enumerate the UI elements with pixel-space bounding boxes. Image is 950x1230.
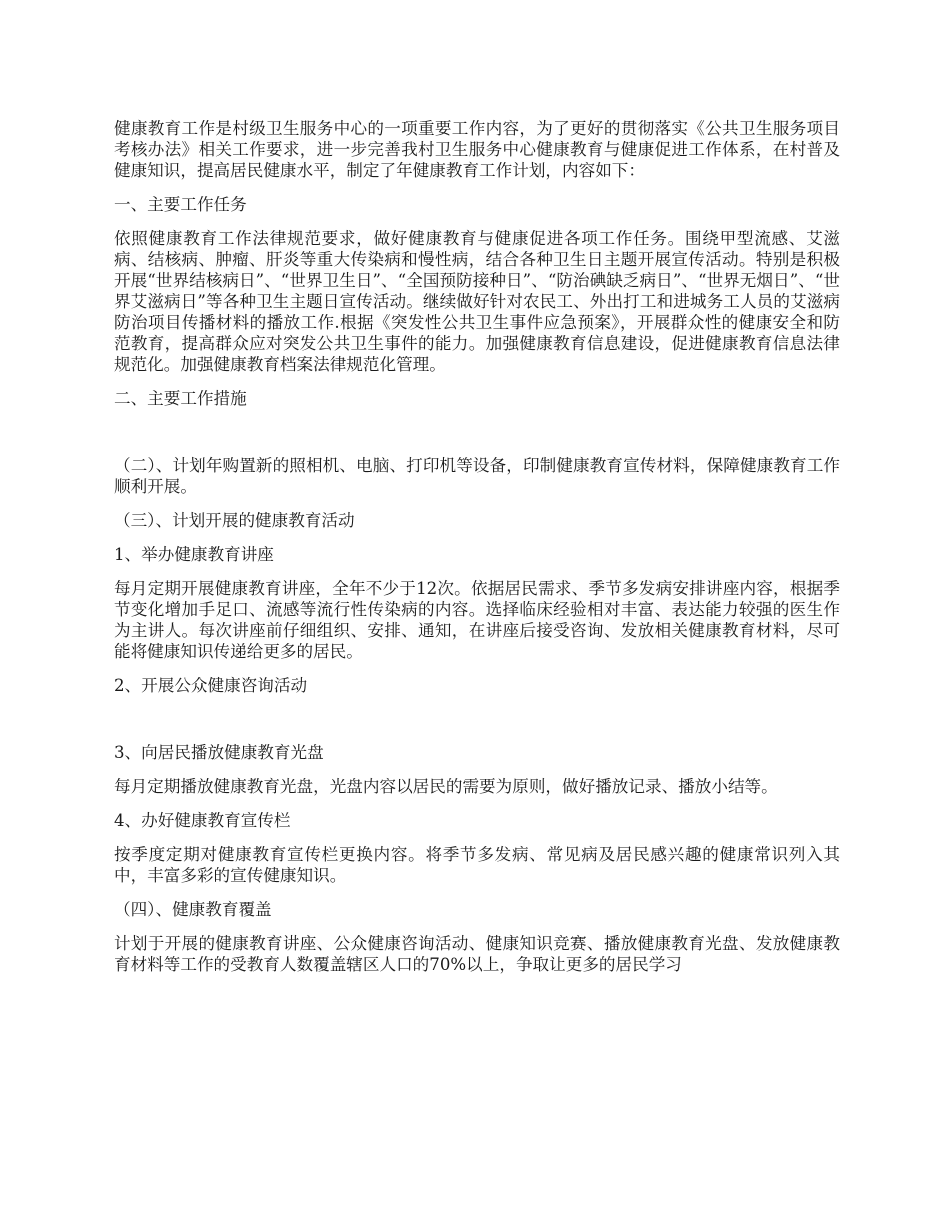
- subitem-2-heading: 2、开展公众健康咨询活动: [114, 676, 308, 695]
- section-1-paragraph: 依照健康教育工作法律规范要求，做好健康教育与健康促进各项工作任务。围绕甲型流感、艾滋病、结核病、肿瘤、肝炎等重大传染病和慢性病，结合各种卫生日主题开展宣传活动。特别是积极开展“世界结核病日”、“世界卫生日”、“全国预防接种日”、“防治碘缺乏病日”、“世界无烟日”、“世界艾滋病日”等各种卫生主题日宣传活动。继续做好针对农民工、外出打工和进城务工人员的艾滋病防治项目传播材料的播放工作.根据《突发性公共卫生事件应急预案》，开展群众性的健康安全和防范教育，提高群众应对突发公共卫生事件的能力。加强健康教育信息建设，促进健康教育信息法律规范化。加强健康教育档案法律规范化管理。: [114, 229, 840, 374]
- subitem-4-paragraph: 按季度定期对健康教育宣传栏更换内容。将季节多发病、常见病及居民感兴趣的健康常识列入其中，丰富多彩的宣传健康知识。: [114, 845, 840, 885]
- document-page: [114, 118, 840, 975]
- subitem-1-paragraph: 每月定期开展健康教育讲座，全年不少于12次。依据居民需求、季节多发病安排讲座内容，根据季节变化增加手足口、流感等流行性传染病的内容。选择临床经验相对丰富、表达能力较强的医生作为主讲人。每次讲座前仔细组织、安排、通知，在讲座后接受咨询、发放相关健康教育材料，尽可能将健康知识传递给更多的居民。: [114, 579, 840, 661]
- item-4-paragraph: 计划于开展的健康教育讲座、公众健康咨询活动、健康知识竞赛、播放健康教育光盘、发放健康教育材料等工作的受教育人数覆盖辖区人口的70%以上，争取让更多的居民学习: [114, 934, 840, 974]
- subitem-1-heading: 1、举办健康教育讲座: [114, 545, 274, 564]
- item-4-heading: （四）、健康教育覆盖: [114, 900, 272, 919]
- section-2-heading: 二、主要工作措施: [114, 389, 247, 408]
- subitem-4-heading: 4、办好健康教育宣传栏: [114, 811, 291, 830]
- subitem-3-heading: 3、向居民播放健康教育光盘: [114, 743, 324, 762]
- subitem-3-paragraph: 每月定期播放健康教育光盘，光盘内容以居民的需要为原则，做好播放记录、播放小结等。: [114, 777, 778, 796]
- intro-paragraph: 健康教育工作是村级卫生服务中心的一项重要工作内容，为了更好的贯彻落实《公共卫生服务项目考核办法》相关工作要求，进一步完善我村卫生服务中心健康教育与健康促进工作体系，在村普及健康知识，提高居民健康水平，制定了年健康教育工作计划，内容如下：: [114, 119, 840, 180]
- item-2-paragraph: （二）、计划年购置新的照相机、电脑、打印机等设备，印制健康教育宣传材料，保障健康教育工作顺利开展。: [114, 456, 840, 496]
- section-1-heading: 一、主要工作任务: [114, 195, 247, 214]
- item-3-heading: （三）、计划开展的健康教育活动: [114, 511, 355, 530]
